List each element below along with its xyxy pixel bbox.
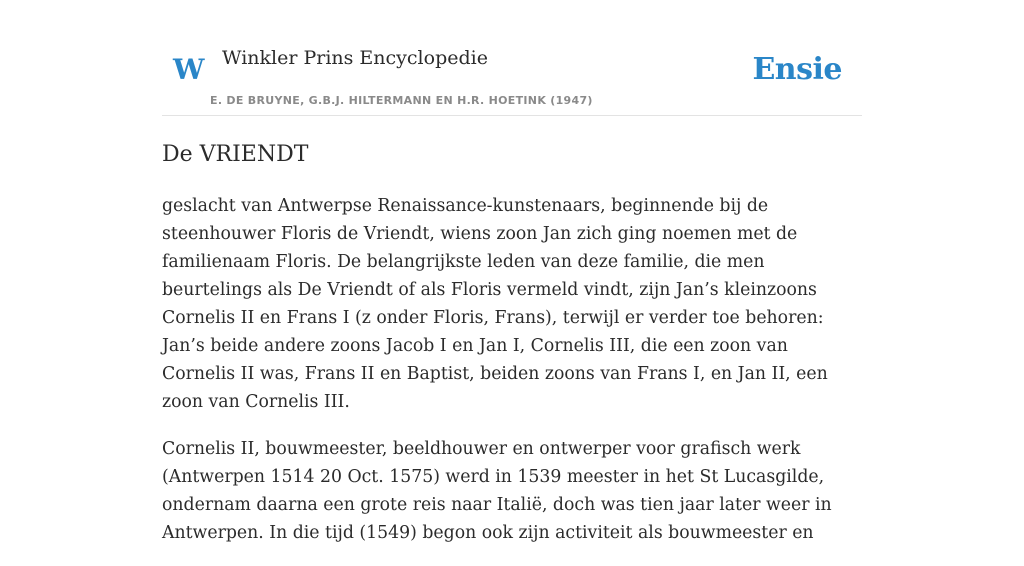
winkler-prins-logo[interactable]: W — [173, 53, 205, 86]
article-paragraph: geslacht van Antwerpse Renaissance-kunstenaars, beginnende bij de steenhouwer Floris de Vriendt, wiens zoon Jan zich ging noemen met de familienaam Floris. De belangrijkste leden van deze familie, die men beurtelings als De Vriendt of als Floris vermeld vindt, zijn Jan’s kleinzoons Cornelis II en Frans I (z onder Floris, Frans), terwijl er verder toe behoren: Jan’s beide andere zoons Jacob I en Jan I, Cornelis III, die een zoon van Cornelis II was, Frans II en Baptist, beiden zoons van Frans I, en Jan II, een zoon van Cornelis III. — [162, 196, 828, 412]
authors-line: E. DE BRUYNE, G.B.J. HILTERMANN EN H.R. HOETINK (1947) — [210, 94, 593, 107]
site-header — [162, 40, 862, 116]
site-title[interactable]: Winkler Prins Encyclopedie — [222, 47, 488, 69]
article-title: De VRIENDT — [162, 142, 309, 167]
article-body — [162, 192, 862, 566]
ensie-logo[interactable]: Ensie — [752, 52, 842, 87]
article-paragraph: Cornelis II, bouwmeester, beeldhouwer en ontwerper voor grafisch werk (Antwerpen 1514 20 Oct. 1575) werd in 1539 meester in het St Lucasgilde, ondernam daarna een grote reis naar Italië, doch was tien jaar later weer in Antwerpen. In die tijd (1549) begon ook zijn activiteit als bouwmeester en — [162, 439, 832, 543]
